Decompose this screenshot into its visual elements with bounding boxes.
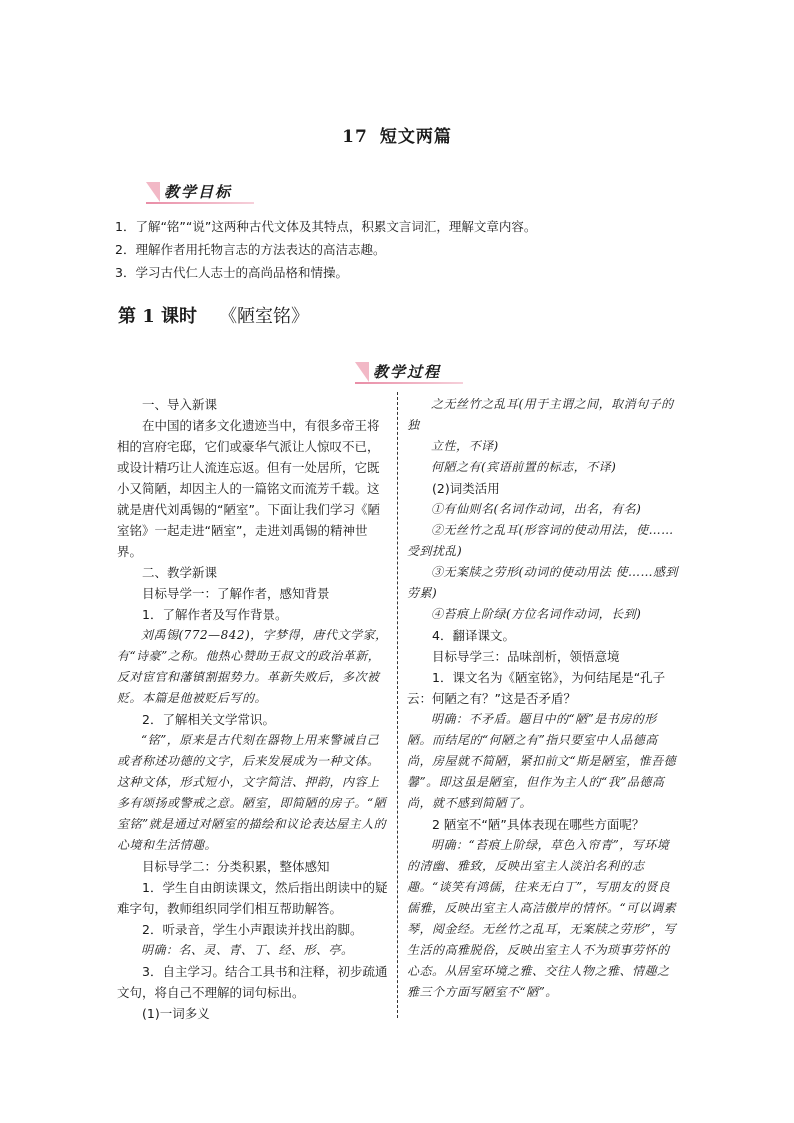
left-column [117, 394, 389, 1024]
paragraph: 明确：名、灵、青、丁、经、形、亭。 [141, 943, 354, 957]
paragraph: 刘禹锡(772—842)，字梦得，唐代文学家，有“诗豪”之称。他热心赞助王叔文的政治革新，反对宦官和藩镇割据势力。革新失败后，多次被贬。本篇是他被贬后写的。 [117, 628, 388, 705]
paragraph: “铭”，原来是古代刻在器物上用来警诫自己或者称述功德的文字，后来发展成为一种文体。这种文体，形式短小，文字简洁、押韵，内容上多有颂扬或警戒之意。陋室，即简陋的房子。“陋室铭”就是通过对陋室的描绘和议论表达屋主人的心境和生活情趣。 [117, 733, 387, 852]
paragraph: ②无丝竹之乱耳(形容词的使动用法，使……受到扰乱) [407, 523, 674, 558]
chapter-name: 短文两篇 [379, 127, 452, 147]
banner-corner-decoration [146, 182, 160, 202]
paragraph: 一、导入新课 [142, 397, 218, 412]
goal-item: 1．了解“铭”“说”这两种古代文体及其特点，积累文言词汇，理解文章内容。 [115, 219, 537, 234]
paragraph: (2)词类活用 [432, 481, 500, 496]
paragraph: 1．学生自由朗读课文，然后指出朗读中的疑难字句，教师组织同学们相互帮助解答。 [117, 880, 388, 916]
goal-item: 3．学习古代仁人志士的高尚品格和情操。 [115, 265, 348, 280]
paragraph: 立性，不译) [431, 439, 499, 453]
paragraph: 2 陋室不“陋”具体表现在哪些方面呢？ [432, 817, 645, 832]
paragraph: 2．听录音，学生小声跟读并找出韵脚。 [142, 922, 363, 937]
paragraph: 目标导学三：品味剖析，领悟意境 [432, 649, 620, 664]
goals-heading: 教学目标 [164, 183, 233, 201]
process-heading-banner [355, 362, 463, 384]
paragraph: 何陋之有(宾语前置的标志，不译) [431, 460, 617, 474]
goals-heading-banner [146, 182, 254, 204]
banner-underline [355, 382, 463, 384]
process-heading: 教学过程 [373, 363, 442, 381]
lesson-label: 第 1 课时 [118, 306, 198, 327]
paragraph: 在中国的诸多文化遗迹当中，有很多帝王将相的宫府宅邸，它们或豪华气派让人惊叹不已，或设计精巧让人流连忘返。但有一处居所，它既小又简陋，却因主人的一篇铭文而流芳千载。这就是唐代刘禹锡的“陋室”。下面让我们学习《陋室铭》一起走进“陋室”，走进刘禹锡的精神世界。 [117, 418, 380, 559]
goal-item: 2．理解作者用托物言志的方法表达的高洁志趣。 [115, 242, 386, 257]
paragraph: 明确：不矛盾。题目中的“陋”是书房的形陋。而结尾的“何陋之有”指只要室中人品德高尚，房屋就不简陋，紧扣前文“斯是陋室，惟吾德馨”。即这虽是陋室，但作为主人的“我”品德高尚，就不感到简陋了。 [407, 712, 677, 810]
teaching-goals-list [115, 215, 675, 284]
column-divider [397, 392, 399, 1018]
right-column [407, 394, 681, 1003]
paragraph: ③无案牍之劳形(动词的使动用法 使……感到劳累) [407, 565, 678, 600]
chapter-title [0, 122, 794, 147]
paragraph: 3．自主学习。结合工具书和注释，初步疏通文句，将自己不理解的词句标出。 [117, 964, 388, 1000]
paragraph: 之无丝竹之乱耳(用于主谓之间，取消句子的独 [407, 397, 674, 432]
banner-corner-decoration [355, 362, 369, 382]
paragraph: 目标导学二：分类积累，整体感知 [142, 859, 330, 874]
paragraph: ①有仙则名(名词作动词，出名，有名) [431, 502, 642, 516]
paragraph: 明确：“苔痕上阶绿，草色入帘青”，写环境的清幽、雅致，反映出室主人淡泊名利的志趣。“谈笑有鸿儒，往来无白丁”，写朋友的贤良儒雅，反映出室主人高洁傲岸的情怀。“可以调素琴，阅金经。无丝竹之乱耳，无案牍之劳形”，写生活的高雅脱俗，反映出室主人不为琐事劳怀的心态。从居室环境之雅、交往人物之雅、情趣之雅三个方面写陋室不“陋”。 [407, 838, 677, 999]
paragraph: 2．了解相关文学常识。 [142, 712, 275, 727]
lesson-work-title: 《陋室铭》 [219, 306, 310, 327]
paragraph: 4．翻译课文。 [432, 628, 515, 643]
paragraph: 二、教学新课 [142, 565, 218, 580]
paragraph: (1)一词多义 [142, 1006, 210, 1021]
chapter-number: 17 [342, 127, 368, 147]
lesson-title [118, 302, 309, 328]
paragraph: 目标导学一：了解作者，感知背景 [142, 586, 330, 601]
paragraph: ④苔痕上阶绿(方位名词作动词，长到) [431, 607, 642, 621]
paragraph: 1．了解作者及写作背景。 [142, 607, 288, 622]
banner-underline [146, 202, 254, 204]
paragraph: 1．课文名为《陋室铭》，为何结尾是“孔子云：何陋之有？”这是否矛盾？ [407, 670, 666, 706]
